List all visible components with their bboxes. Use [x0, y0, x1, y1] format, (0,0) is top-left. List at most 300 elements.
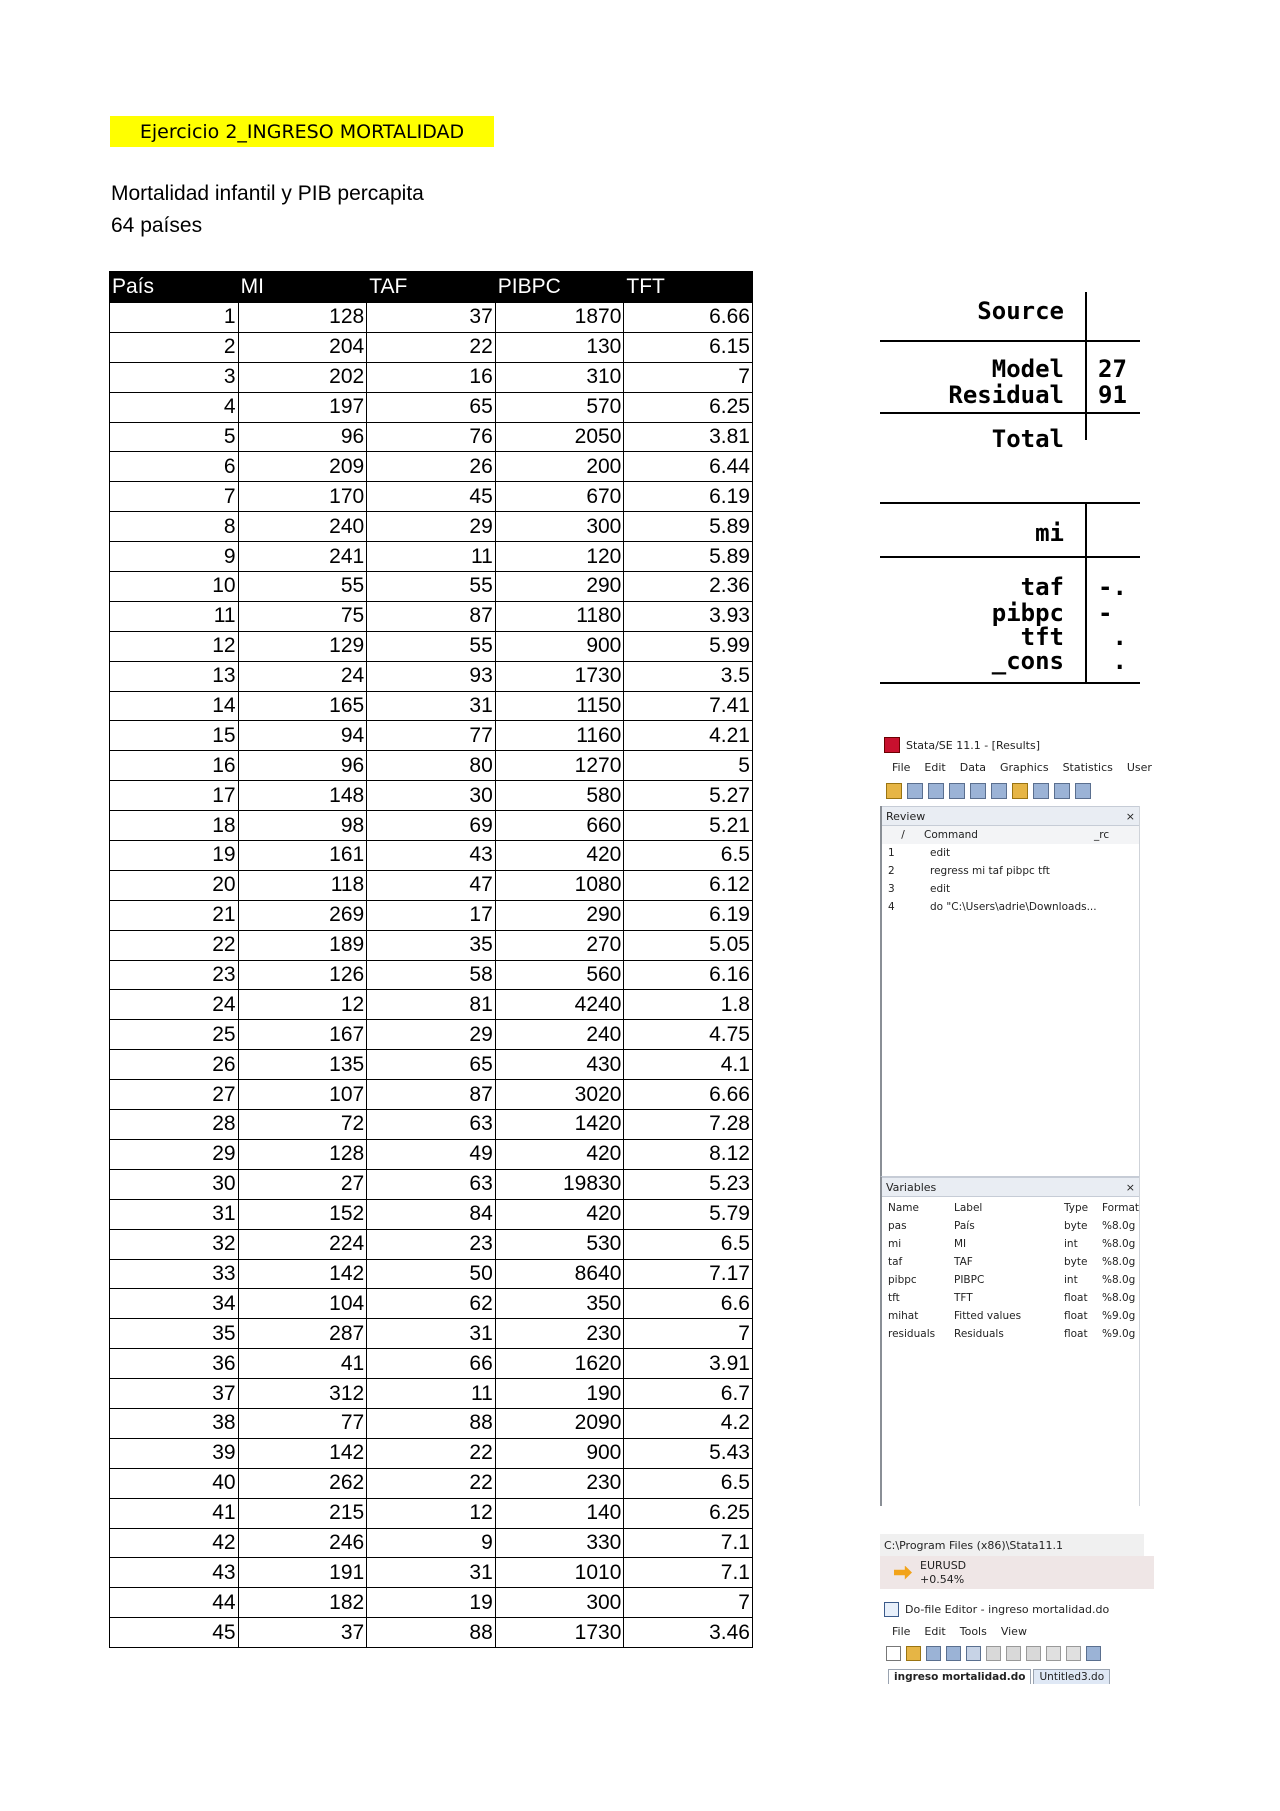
table-cell[interactable]: 63	[367, 1110, 496, 1140]
variable-row[interactable]	[882, 1289, 1139, 1307]
table-cell[interactable]: 21	[110, 900, 239, 930]
table-cell[interactable]: 76	[367, 422, 496, 452]
table-cell[interactable]: 9	[367, 1528, 496, 1558]
variable-format: %8.0g	[1102, 1292, 1136, 1304]
table-cell[interactable]: 18	[110, 811, 239, 841]
table-cell[interactable]: 34	[110, 1289, 239, 1319]
table-cell[interactable]: 1010	[495, 1558, 624, 1588]
variable-label: PIBPC	[954, 1274, 985, 1286]
table-cell[interactable]: 40	[110, 1468, 239, 1498]
table-cell[interactable]: 43	[367, 841, 496, 871]
table-cell[interactable]: 4.2	[624, 1408, 753, 1438]
table-cell[interactable]: 120	[495, 542, 624, 572]
table-cell[interactable]: 9	[110, 542, 239, 572]
review-item[interactable]	[882, 898, 1139, 916]
table-cell[interactable]: 22	[367, 1438, 496, 1468]
table-cell[interactable]: 1080	[495, 870, 624, 900]
table-cell[interactable]: 20	[110, 870, 239, 900]
table-cell[interactable]: 240	[238, 512, 367, 542]
table-cell[interactable]: 55	[367, 572, 496, 602]
table-row	[110, 601, 753, 631]
table-cell[interactable]: 330	[495, 1528, 624, 1558]
table-cell[interactable]: 28	[110, 1110, 239, 1140]
table-cell[interactable]: 19	[110, 841, 239, 871]
table-cell[interactable]: 14	[110, 691, 239, 721]
table-cell[interactable]: 6.5	[624, 1229, 753, 1259]
table-cell[interactable]: 107	[238, 1080, 367, 1110]
review-item[interactable]	[882, 844, 1139, 862]
table-cell[interactable]: 81	[367, 990, 496, 1020]
table-cell[interactable]: 230	[495, 1319, 624, 1349]
table-row	[110, 1408, 753, 1438]
table-cell[interactable]: 290	[495, 900, 624, 930]
table-cell[interactable]: 16	[110, 751, 239, 781]
variable-row[interactable]	[882, 1307, 1139, 1325]
save-icon[interactable]	[907, 783, 923, 799]
table-cell[interactable]: 420	[495, 1139, 624, 1169]
variable-format: %8.0g	[1102, 1274, 1136, 1286]
table-cell[interactable]: 66	[367, 1349, 496, 1379]
table-cell[interactable]: 580	[495, 781, 624, 811]
table-cell[interactable]: 11	[367, 1379, 496, 1409]
table-cell[interactable]: 1.8	[624, 990, 753, 1020]
table-cell[interactable]: 420	[495, 1199, 624, 1229]
table-cell[interactable]: 25	[110, 1020, 239, 1050]
variable-format: %9.0g	[1102, 1328, 1136, 1340]
table-cell[interactable]: 215	[238, 1498, 367, 1528]
table-cell[interactable]: 104	[238, 1289, 367, 1319]
table-cell[interactable]: 300	[495, 1588, 624, 1618]
table-cell[interactable]: 560	[495, 960, 624, 990]
table-cell[interactable]: 262	[238, 1468, 367, 1498]
table-cell[interactable]: 55	[367, 631, 496, 661]
table-cell[interactable]: 12	[238, 990, 367, 1020]
table-cell[interactable]: 7	[624, 1319, 753, 1349]
data-browser-icon[interactable]	[1054, 783, 1070, 799]
table-cell[interactable]: 570	[495, 392, 624, 422]
table-cell[interactable]: 3020	[495, 1080, 624, 1110]
table-cell[interactable]: 129	[238, 631, 367, 661]
ticker-symbol: EURUSD	[920, 1558, 967, 1572]
table-cell[interactable]: 1	[110, 303, 239, 333]
menu-file[interactable]: File	[892, 760, 911, 774]
dofile-menu-file[interactable]: File	[892, 1624, 911, 1638]
table-cell[interactable]: 6.5	[624, 841, 753, 871]
table-cell[interactable]: 62	[367, 1289, 496, 1319]
table-cell[interactable]: 3.93	[624, 601, 753, 631]
table-cell[interactable]: 300	[495, 512, 624, 542]
table-cell[interactable]: 161	[238, 841, 367, 871]
table-cell[interactable]: 130	[495, 332, 624, 362]
variable-row[interactable]	[882, 1271, 1139, 1289]
table-cell[interactable]: 6.5	[624, 1468, 753, 1498]
table-cell[interactable]: 204	[238, 332, 367, 362]
dofile-menu-edit[interactable]: Edit	[924, 1624, 946, 1638]
table-cell[interactable]: 11	[110, 601, 239, 631]
table-cell[interactable]: 6.66	[624, 1080, 753, 1110]
table-cell[interactable]: 69	[367, 811, 496, 841]
table-cell[interactable]: 1870	[495, 303, 624, 333]
table-cell[interactable]: 45	[367, 482, 496, 512]
table-cell[interactable]: 31	[367, 1319, 496, 1349]
table-cell[interactable]: 4	[110, 392, 239, 422]
table-cell[interactable]: 148	[238, 781, 367, 811]
review-item[interactable]	[882, 862, 1139, 880]
table-cell[interactable]: 135	[238, 1050, 367, 1080]
table-cell[interactable]: 47	[367, 870, 496, 900]
table-cell[interactable]: 900	[495, 1438, 624, 1468]
table-cell[interactable]: 87	[367, 601, 496, 631]
table-cell[interactable]: 270	[495, 930, 624, 960]
table-cell[interactable]: 246	[238, 1528, 367, 1558]
table-cell[interactable]: 200	[495, 452, 624, 482]
variable-row[interactable]	[882, 1325, 1139, 1343]
table-cell[interactable]: 2090	[495, 1408, 624, 1438]
table-cell[interactable]: 10	[110, 572, 239, 602]
table-cell[interactable]: 1150	[495, 691, 624, 721]
table-cell[interactable]: 241	[238, 542, 367, 572]
table-cell[interactable]: 17	[367, 900, 496, 930]
table-cell[interactable]: 7.17	[624, 1259, 753, 1289]
indent-icon[interactable]	[1086, 1646, 1101, 1661]
open-icon[interactable]	[886, 783, 902, 799]
table-cell[interactable]: 1420	[495, 1110, 624, 1140]
table-cell[interactable]: 4.21	[624, 721, 753, 751]
table-cell[interactable]: 29	[367, 512, 496, 542]
table-cell[interactable]: 77	[238, 1408, 367, 1438]
divider	[880, 556, 1140, 558]
table-cell[interactable]: 6.15	[624, 332, 753, 362]
table-cell[interactable]: 1730	[495, 661, 624, 691]
table-cell[interactable]: 6.44	[624, 452, 753, 482]
table-cell[interactable]: 6	[110, 452, 239, 482]
table-cell[interactable]: 15	[110, 721, 239, 751]
table-cell[interactable]: 182	[238, 1588, 367, 1618]
table-cell[interactable]: 22	[367, 332, 496, 362]
table-cell[interactable]: 142	[238, 1259, 367, 1289]
table-cell[interactable]: 31	[367, 1558, 496, 1588]
table-cell[interactable]: 290	[495, 572, 624, 602]
dofile-menu-view[interactable]: View	[1000, 1624, 1027, 1638]
table-cell[interactable]: 11	[367, 542, 496, 572]
table-cell[interactable]: 36	[110, 1349, 239, 1379]
table-cell[interactable]: 5.27	[624, 781, 753, 811]
table-cell[interactable]: 140	[495, 1498, 624, 1528]
table-cell[interactable]: 5.21	[624, 811, 753, 841]
table-cell[interactable]: 900	[495, 631, 624, 661]
close-icon[interactable]: ×	[1125, 1180, 1135, 1194]
table-cell[interactable]: 1160	[495, 721, 624, 751]
table-cell[interactable]: 31	[367, 691, 496, 721]
table-cell[interactable]: 12	[367, 1498, 496, 1528]
table-row	[110, 1199, 753, 1229]
table-cell[interactable]: 128	[238, 303, 367, 333]
table-cell[interactable]: 19830	[495, 1169, 624, 1199]
table-cell[interactable]: 2	[110, 332, 239, 362]
table-cell[interactable]: 7.1	[624, 1528, 753, 1558]
review-col-command: Command	[924, 829, 978, 841]
table-cell[interactable]: 5.89	[624, 512, 753, 542]
table-cell[interactable]: 98	[238, 811, 367, 841]
table-cell[interactable]: 5	[110, 422, 239, 452]
table-cell[interactable]: 128	[238, 1139, 367, 1169]
new-icon[interactable]	[886, 1646, 901, 1661]
table-cell[interactable]: 72	[238, 1110, 367, 1140]
table-cell[interactable]: 3.91	[624, 1349, 753, 1379]
table-cell[interactable]: 88	[367, 1408, 496, 1438]
variable-type: float	[1064, 1328, 1088, 1340]
table-cell[interactable]: 670	[495, 482, 624, 512]
table-cell[interactable]: 6.25	[624, 1498, 753, 1528]
table-cell[interactable]: 31	[110, 1199, 239, 1229]
table-cell[interactable]: 240	[495, 1020, 624, 1050]
table-row	[110, 1528, 753, 1558]
dofile-editor	[880, 1598, 1140, 1688]
find-icon[interactable]	[966, 1646, 981, 1661]
table-cell[interactable]: 165	[238, 691, 367, 721]
variable-row[interactable]	[882, 1235, 1139, 1253]
table-cell[interactable]: 230	[495, 1468, 624, 1498]
variables-manager-icon[interactable]	[1075, 783, 1091, 799]
table-cell[interactable]: 8	[110, 512, 239, 542]
table-cell[interactable]: 88	[367, 1618, 496, 1648]
menu-statistics[interactable]: Statistics	[1062, 760, 1113, 774]
table-cell[interactable]: 96	[238, 751, 367, 781]
table-cell[interactable]: 7.41	[624, 691, 753, 721]
table-cell[interactable]: 8640	[495, 1259, 624, 1289]
table-cell[interactable]: 4.1	[624, 1050, 753, 1080]
table-cell[interactable]: 310	[495, 362, 624, 392]
var-col-type: Type	[1064, 1202, 1089, 1214]
table-cell[interactable]: 30	[367, 781, 496, 811]
table-cell[interactable]: 65	[367, 392, 496, 422]
table-cell[interactable]: 63	[367, 1169, 496, 1199]
table-cell[interactable]: 6.19	[624, 900, 753, 930]
table-cell[interactable]: 84	[367, 1199, 496, 1229]
table-cell[interactable]: 6.19	[624, 482, 753, 512]
copy-icon[interactable]	[1006, 1646, 1021, 1661]
currency-ticker[interactable]	[880, 1556, 1154, 1589]
table-cell[interactable]: 5.99	[624, 631, 753, 661]
print-icon[interactable]	[946, 1646, 961, 1661]
tab-ingreso-mortalidad[interactable]: ingreso mortalidad.do	[888, 1669, 1031, 1684]
table-cell[interactable]: 37	[110, 1379, 239, 1409]
sheet-title: Ejercicio 2_INGRESO MORTALIDAD	[110, 116, 494, 147]
table-cell[interactable]: 152	[238, 1199, 367, 1229]
table-cell[interactable]: 4.75	[624, 1020, 753, 1050]
table-cell[interactable]: 22	[367, 1468, 496, 1498]
table-cell[interactable]: 2050	[495, 422, 624, 452]
table-cell[interactable]: 58	[367, 960, 496, 990]
table-cell[interactable]: 37	[367, 303, 496, 333]
table-row	[110, 452, 753, 482]
table-cell[interactable]: 29	[367, 1020, 496, 1050]
table-cell[interactable]: 44	[110, 1588, 239, 1618]
tab-untitled3[interactable]: Untitled3.do	[1033, 1669, 1110, 1684]
table-cell[interactable]: 49	[367, 1139, 496, 1169]
table-cell[interactable]: 312	[238, 1379, 367, 1409]
divider	[880, 412, 1140, 414]
table-cell[interactable]: 22	[110, 930, 239, 960]
table-cell[interactable]: 7	[624, 1588, 753, 1618]
variable-row[interactable]	[882, 1217, 1139, 1235]
column-header: TFT	[624, 272, 753, 303]
table-cell[interactable]: 17	[110, 781, 239, 811]
table-cell[interactable]: 27	[238, 1169, 367, 1199]
table-cell[interactable]: 4240	[495, 990, 624, 1020]
cut-icon[interactable]	[986, 1646, 1001, 1661]
paste-icon[interactable]	[1026, 1646, 1041, 1661]
table-cell[interactable]: 269	[238, 900, 367, 930]
table-cell[interactable]: 8.12	[624, 1139, 753, 1169]
review-item-number: 1	[888, 847, 895, 859]
table-cell[interactable]: 38	[110, 1408, 239, 1438]
table-cell[interactable]: 3	[110, 362, 239, 392]
table-cell[interactable]: 5.23	[624, 1169, 753, 1199]
table-cell[interactable]: 126	[238, 960, 367, 990]
undo-icon[interactable]	[1046, 1646, 1061, 1661]
table-cell[interactable]: 87	[367, 1080, 496, 1110]
source-label: Source	[977, 297, 1064, 325]
open-icon[interactable]	[906, 1646, 921, 1661]
table-cell[interactable]: 23	[110, 960, 239, 990]
table-cell[interactable]: 32	[110, 1229, 239, 1259]
table-cell[interactable]: 94	[238, 721, 367, 751]
table-cell[interactable]: 7.1	[624, 1558, 753, 1588]
log-icon[interactable]	[949, 783, 965, 799]
table-cell[interactable]: 660	[495, 811, 624, 841]
table-cell[interactable]: 3.5	[624, 661, 753, 691]
table-cell[interactable]: 530	[495, 1229, 624, 1259]
table-cell[interactable]: 5.05	[624, 930, 753, 960]
table-cell[interactable]: 5.79	[624, 1199, 753, 1229]
table-cell[interactable]: 24	[110, 990, 239, 1020]
table-cell[interactable]: 80	[367, 751, 496, 781]
table-cell[interactable]: 420	[495, 841, 624, 871]
data-editor-icon[interactable]	[1033, 783, 1049, 799]
table-row	[110, 661, 753, 691]
table-cell[interactable]: 287	[238, 1319, 367, 1349]
table-cell[interactable]: 96	[238, 422, 367, 452]
table-cell[interactable]: 26	[110, 1050, 239, 1080]
table-cell[interactable]: 202	[238, 362, 367, 392]
menu-data[interactable]: Data	[959, 760, 986, 774]
menu-graphics[interactable]: Graphics	[1000, 760, 1049, 774]
table-cell[interactable]: 6.25	[624, 392, 753, 422]
table-cell[interactable]: 6.6	[624, 1289, 753, 1319]
table-cell[interactable]: 41	[110, 1498, 239, 1528]
table-cell[interactable]: 75	[238, 601, 367, 631]
close-icon[interactable]: ×	[1125, 809, 1135, 823]
table-cell[interactable]: 190	[495, 1379, 624, 1409]
table-cell[interactable]: 3.81	[624, 422, 753, 452]
table-cell[interactable]: 6.16	[624, 960, 753, 990]
table-cell[interactable]: 29	[110, 1139, 239, 1169]
menu-edit[interactable]: Edit	[924, 760, 946, 774]
dofile-menu-tools[interactable]: Tools	[959, 1624, 987, 1638]
table-cell[interactable]: 37	[238, 1618, 367, 1648]
table-cell[interactable]: 42	[110, 1528, 239, 1558]
table-cell[interactable]: 224	[238, 1229, 367, 1259]
table-row	[110, 990, 753, 1020]
table-cell[interactable]: 1620	[495, 1349, 624, 1379]
table-row	[110, 781, 753, 811]
table-cell[interactable]: 24	[238, 661, 367, 691]
table-cell[interactable]: 1270	[495, 751, 624, 781]
save-icon[interactable]	[926, 1646, 941, 1661]
table-cell[interactable]: 7	[110, 482, 239, 512]
review-item[interactable]	[882, 880, 1139, 898]
table-cell[interactable]: 209	[238, 452, 367, 482]
table-cell[interactable]: 27	[110, 1080, 239, 1110]
print-icon[interactable]	[928, 783, 944, 799]
table-cell[interactable]: 7	[624, 362, 753, 392]
table-cell[interactable]: 1730	[495, 1618, 624, 1648]
viewer-icon[interactable]	[970, 783, 986, 799]
table-cell[interactable]: 6.7	[624, 1379, 753, 1409]
table-cell[interactable]: 55	[238, 572, 367, 602]
table-cell[interactable]: 50	[367, 1259, 496, 1289]
table-cell[interactable]: 35	[110, 1319, 239, 1349]
table-cell[interactable]: 33	[110, 1259, 239, 1289]
table-cell[interactable]: 118	[238, 870, 367, 900]
table-cell[interactable]: 41	[238, 1349, 367, 1379]
table-cell[interactable]: 6.66	[624, 303, 753, 333]
table-row	[110, 332, 753, 362]
table-cell[interactable]: 142	[238, 1438, 367, 1468]
dofile-icon[interactable]	[1012, 783, 1028, 799]
redo-icon[interactable]	[1066, 1646, 1081, 1661]
table-cell[interactable]: 6.12	[624, 870, 753, 900]
table-row	[110, 512, 753, 542]
table-cell[interactable]: 26	[367, 452, 496, 482]
table-cell[interactable]: 45	[110, 1618, 239, 1648]
table-cell[interactable]: 5	[624, 751, 753, 781]
table-cell[interactable]: 5.89	[624, 542, 753, 572]
table-cell[interactable]: 43	[110, 1558, 239, 1588]
table-cell[interactable]: 1180	[495, 601, 624, 631]
table-cell[interactable]: 23	[367, 1229, 496, 1259]
table-cell[interactable]: 189	[238, 930, 367, 960]
table-cell[interactable]: 170	[238, 482, 367, 512]
table-cell[interactable]: 197	[238, 392, 367, 422]
table-cell[interactable]: 191	[238, 1558, 367, 1588]
table-cell[interactable]: 65	[367, 1050, 496, 1080]
table-cell[interactable]: 5.43	[624, 1438, 753, 1468]
table-cell[interactable]: 35	[367, 930, 496, 960]
dependent-var-label: mi	[1035, 519, 1064, 547]
table-cell[interactable]: 12	[110, 631, 239, 661]
table-cell[interactable]: 350	[495, 1289, 624, 1319]
variable-type: byte	[1064, 1256, 1088, 1268]
table-cell[interactable]: 30	[110, 1169, 239, 1199]
table-cell[interactable]: 2.36	[624, 572, 753, 602]
graph-icon[interactable]	[991, 783, 1007, 799]
table-cell[interactable]: 167	[238, 1020, 367, 1050]
table-cell[interactable]: 19	[367, 1588, 496, 1618]
table-cell[interactable]: 7.28	[624, 1110, 753, 1140]
table-cell[interactable]: 430	[495, 1050, 624, 1080]
table-cell[interactable]: 3.46	[624, 1618, 753, 1648]
table-row	[110, 1319, 753, 1349]
table-cell[interactable]: 93	[367, 661, 496, 691]
table-cell[interactable]: 13	[110, 661, 239, 691]
table-cell[interactable]: 39	[110, 1438, 239, 1468]
variable-row[interactable]	[882, 1253, 1139, 1271]
menu-user[interactable]: User	[1126, 760, 1152, 774]
table-cell[interactable]: 77	[367, 721, 496, 751]
table-cell[interactable]: 16	[367, 362, 496, 392]
